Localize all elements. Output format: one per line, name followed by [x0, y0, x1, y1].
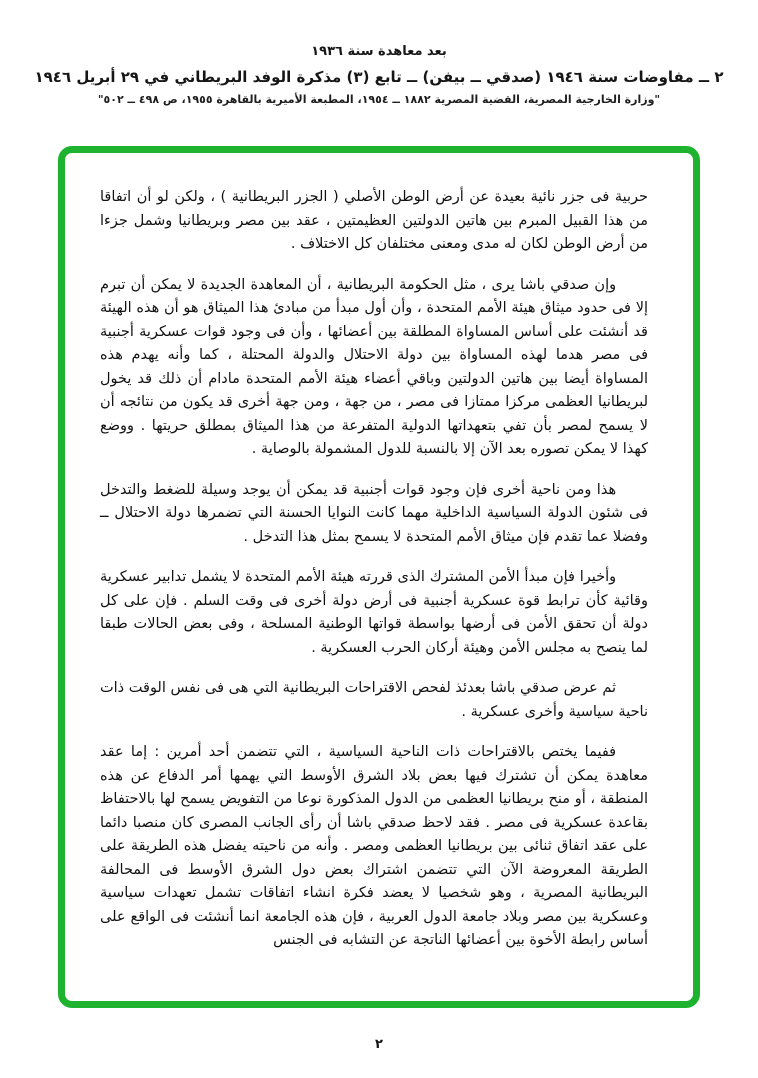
paragraph-3: هذا ومن ناحية أخرى فإن وجود قوات أجنبية قد يمكن أن يوجد وسيلة للضغط والتدخل فى شئون الدولة السياسية الداخلية مهما كانت النوايا الحسنة التي تضمرها دولة الاحتلال ــ وفضلا عما تقدم فإن ميثاق الأمم المتحدة لا يسمح بمثل هذا التدخل .	[100, 481, 648, 545]
header-section-title: بعد معاهدة سنة ١٩٣٦	[311, 44, 447, 59]
paragraph-6: ففيما يختص بالاقتراحات ذات الناحية السياسية ، التي تتضمن أحد أمرين : إما عقد معاهدة يمكن أن تشترك فيها بعض بلاد الشرق الأوسط التي يهمها أمر الدفاع عن هذه المنطقة ، أو منح بريطانيا العظمى من الدول المذكورة نوعا من التفويض يسمح لها بالاحتفاظ بقاعدة عسكرية فى مصر . فقد لاحظ صدقي باشا أن رأى الجانب المصرى كان منصبا دائما على عقد اتفاق ثنائى بين بريطانيا العظمى ومصر . وأنه من ناحيته يفضل هذه الطريقة على الطريقة المعروضة الآن التي تتضمن اشتراك بعض دول الشرق الأوسط فى المحالفة البريطانية المصرية ، وهو شخصيا لا يعضد فكرة انشاء اتفاقات تشمل تعهدات سياسية وعسكرية بين مصر وبلاد جامعة الدول العربية ، فإن هذه الجامعة انما أنشئت فى الواقع على أساس رابطة الأخوة بين أعضائها الناتجة عن التشابه فى الجنس	[100, 744, 648, 948]
header-document-title: ٢ ــ مفاوضات سنة ١٩٤٦ (صدقي ــ بيفن) ــ تابع (٣) مذكرة الوفد البريطاني في ٢٩ أبريل ١٩٤٦	[34, 68, 724, 86]
paragraph-1: حربية فى جزر نائية بعيدة عن أرض الوطن الأصلي ( الجزر البريطانية ) ، ولكن لو أن اتفاقا من هذا القبيل المبرم بين هاتين الدولتين العظيمتين ، عقد بين مصر وبريطانيا وشمل جزءا من أرض الوطن لكان له مدى ومعنى مختلفان كل الاختلاف .	[100, 189, 648, 252]
paragraph-2: وإن صدقي باشا يرى ، مثل الحكومة البريطانية ، أن المعاهدة الجديدة لا يمكن أن تبرم إلا فى حدود ميثاق هيئة الأمم المتحدة ، وأن أول مبدأ من مبادئ هذا الميثاق هو أن هذه الهيئة قد أنشئت على أساس المساواة المطلقة بين أعضائها ، وأن فى وجود قوات عسكرية أجنبية فى مصر هدما لهذه المساواة بين دولة الاحتلال والدولة المحتلة ، كما وأنه يهدم هذه المساواة أيضا بين هاتين الدولتين وباقي أعضاء هيئة الأمم المتحدة مادام أن ذلك قد يخول لبريطانيا العظمى مركزا ممتازا فى مصر ، من جهة ، ومن جهة أخرى قد يكون من نتائجه أن لا يسمح لمصر بأن تفي بتعهداتها الدولية المتفرعة من هذا الميثاق بمطلق حريتها . ووضع كهذا لا يمكن تصوره بعد الآن إلا بالنسبة للدول المشمولة بالوصاية .	[100, 276, 648, 457]
paragraph-5: ثم عرض صدقي باشا بعدئذ لفحص الاقتراحات البريطانية التي هى فى نفس الوقت ذات ناحية سياسية وأخرى عسكرية .	[100, 680, 648, 720]
paragraph-4: وأخيرا فإن مبدأ الأمن المشترك الذى قررته هيئة الأمم المتحدة لا يشمل تدابير عسكرية وقائية كأن ترابط قوة عسكرية أجنبية فى أرض دولة أخرى فى وقت السلم . فإن على كل دولة أن تحقق الأمن فى أرضها بواسطة قواتها الوطنية المسلحة ، وفى بعض الحالات طبقا لما ينصح به مجلس الأمن وهيئة أركان الحرب العسكرية .	[100, 569, 648, 656]
header-source-citation: "وزارة الخارجية المصرية، القضية المصرية ١٨٨٢ ــ ١٩٥٤، المطبعة الأميرية بالقاهرة ١٩٥٥، ص ٤٩٨ ــ ٥٠٢"	[97, 93, 661, 106]
page-number: ٢	[375, 1037, 383, 1052]
document-body	[100, 186, 648, 970]
page-header	[0, 44, 758, 106]
page-footer	[0, 1033, 758, 1052]
